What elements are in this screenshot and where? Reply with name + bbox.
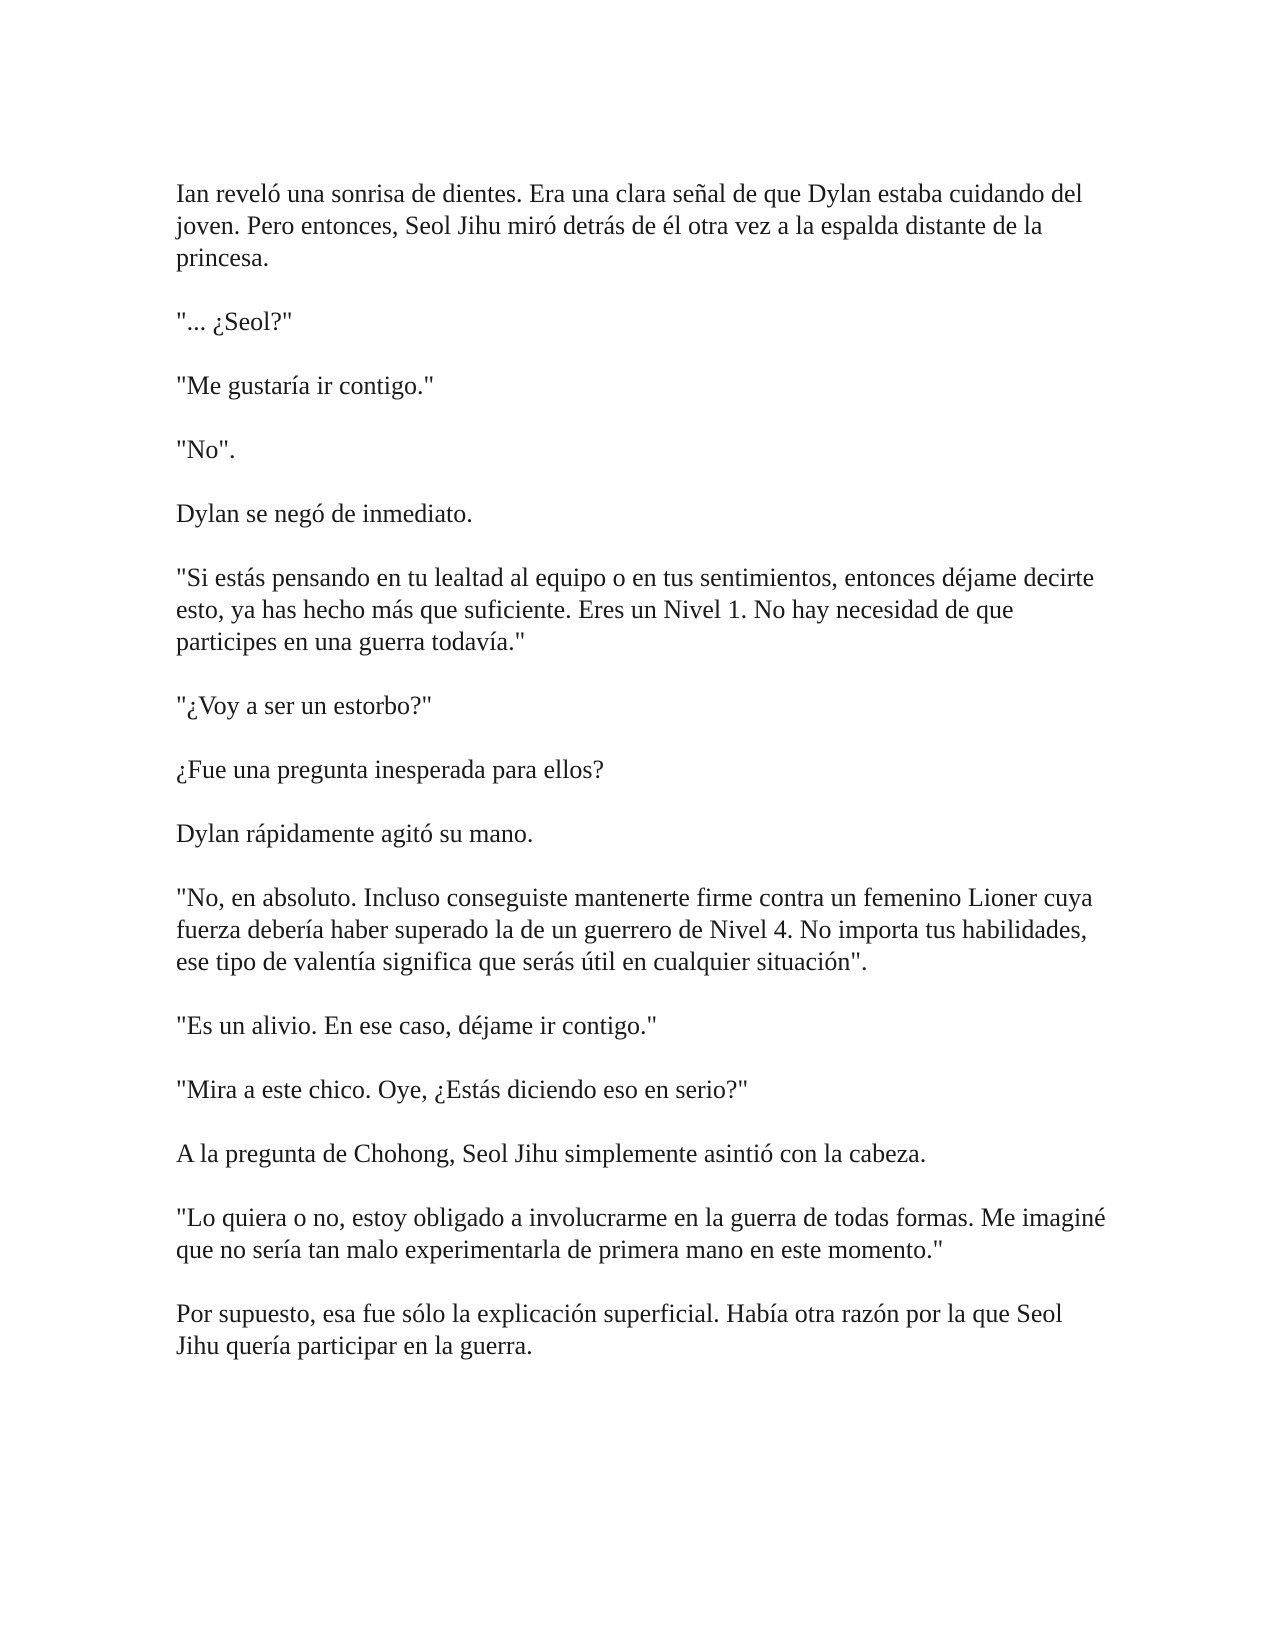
paragraph: Por supuesto, esa fue sólo la explicación superficial. Había otra razón por la que Seol Jihu quería participar en la guerra. — [176, 1299, 1063, 1360]
paragraph: A la pregunta de Chohong, Seol Jihu simplemente asintió con la cabeza. — [176, 1139, 927, 1168]
paragraph: Dylan se negó de inmediato. — [176, 499, 473, 528]
paragraph: "No, en absoluto. Incluso conseguiste mantenerte firme contra un femenino Lioner cuya fuerza debería haber superado la de un guerrero de Nivel 4. No importa tus habilidades, ese tipo de valentía significa que serás útil en cualquier situación". — [176, 883, 1093, 976]
paragraph: "Mira a este chico. Oye, ¿Estás diciendo eso en serio?" — [176, 1075, 749, 1104]
paragraph: "¿Voy a ser un estorbo?" — [176, 691, 433, 720]
paragraph: "No". — [176, 435, 236, 464]
paragraph: "Es un alivio. En ese caso, déjame ir contigo." — [176, 1011, 658, 1040]
paragraph: "Me gustaría ir contigo." — [176, 371, 435, 400]
paragraph: Dylan rápidamente agitó su mano. — [176, 819, 534, 848]
paragraph: ¿Fue una pregunta inesperada para ellos? — [176, 755, 605, 784]
paragraph: "... ¿Seol?" — [176, 307, 293, 336]
document-body — [176, 178, 1106, 1394]
paragraph: "Lo quiera o no, estoy obligado a involucrarme en la guerra de todas formas. Me imaginé que no sería tan malo experimentarla de primera mano en este momento." — [176, 1203, 1106, 1264]
paragraph: Ian reveló una sonrisa de dientes. Era una clara señal de que Dylan estaba cuidando del joven. Pero entonces, Seol Jihu miró detrás de él otra vez a la espalda distante de la princesa. — [176, 179, 1083, 272]
paragraph: "Si estás pensando en tu lealtad al equipo o en tus sentimientos, entonces déjame decirte esto, ya has hecho más que suficiente. Eres un Nivel 1. No hay necesidad de que participes en una guerra todavía." — [176, 563, 1095, 656]
